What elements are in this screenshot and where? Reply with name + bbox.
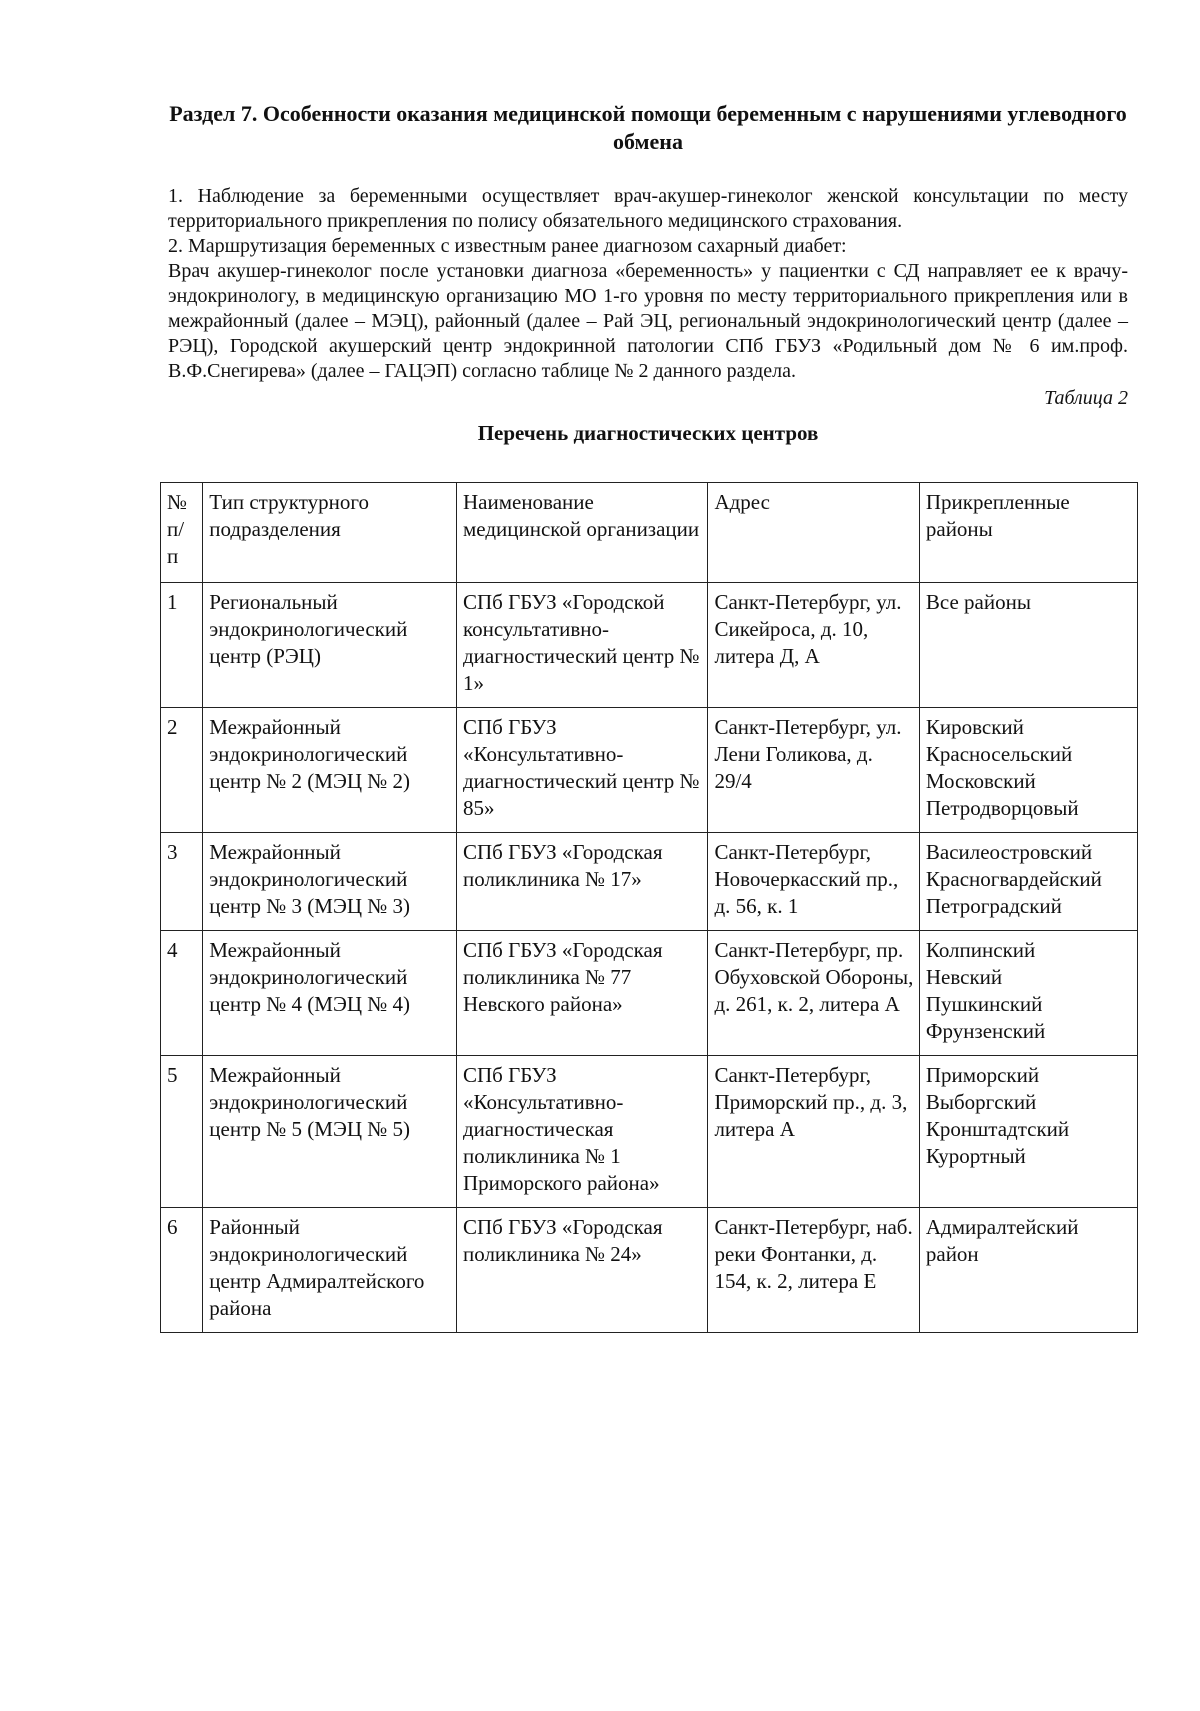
cell-number: 4 (161, 931, 203, 1056)
cell-address: Санкт-Петербург, ул. Сикейроса, д. 10, литера Д, А (708, 583, 919, 708)
cell-attached-districts: Колпинский Невский Пушкинский Фрунзенский (919, 931, 1137, 1056)
table-row (161, 833, 1138, 931)
cell-attached-districts: Кировский Красносельский Московский Петродворцовый (919, 708, 1137, 833)
header-unit-type: Тип структурного подразделения (203, 483, 457, 583)
cell-unit-type: Межрайонный эндокринологический центр № 3 (МЭЦ № 3) (203, 833, 457, 931)
table-row (161, 1056, 1138, 1208)
cell-address: Санкт-Петербург, пр. Обуховской Обороны, д. 261, к. 2, литера А (708, 931, 919, 1056)
cell-unit-type: Межрайонный эндокринологический центр № 4 (МЭЦ № 4) (203, 931, 457, 1056)
table-title: Перечень диагностических центров (477, 421, 819, 445)
table-header-row (161, 483, 1138, 583)
cell-unit-type: Районный эндокринологический центр Адмиралтейского района (203, 1208, 457, 1333)
cell-attached-districts: Все районы (919, 583, 1137, 708)
table-row (161, 1208, 1138, 1333)
cell-attached-districts: Адмиралтейский район (919, 1208, 1137, 1333)
cell-address: Санкт-Петербург, наб. реки Фонтанки, д. 154, к. 2, литера Е (708, 1208, 919, 1333)
cell-address: Санкт-Петербург, ул. Лени Голикова, д. 29/4 (708, 708, 919, 833)
cell-organization-name: СПб ГБУЗ «Городская поликлиника № 77 Невского района» (456, 931, 707, 1056)
cell-number: 3 (161, 833, 203, 931)
cell-number: 2 (161, 708, 203, 833)
table-row (161, 931, 1138, 1056)
cell-attached-districts: Василеостровский Красногвардейский Петроградский (919, 833, 1137, 931)
table-row (161, 708, 1138, 833)
cell-address: Санкт-Петербург, Новочеркасский пр., д. 56, к. 1 (708, 833, 919, 931)
paragraph-routing-heading: 2. Маршрутизация беременных с известным ранее диагнозом сахарный диабет: (168, 235, 847, 257)
cell-attached-districts: Приморский Выборгский Кронштадтский Курортный (919, 1056, 1137, 1208)
cell-organization-name: СПб ГБУЗ «Городская поликлиника № 17» (456, 833, 707, 931)
cell-organization-name: СПб ГБУЗ «Консультативно-диагностическая поликлиника № 1 Приморского района» (456, 1056, 707, 1208)
document-page (168, 100, 1128, 1333)
header-organization-name: Наименование медицинской организации (456, 483, 707, 583)
cell-organization-name: СПб ГБУЗ «Городской консультативно-диагностический центр № 1» (456, 583, 707, 708)
paragraph-routing-body: Врач акушер-гинеколог после установки диагноза «беременность» у пациентки с СД направляет ее к врачу-эндокринологу, в медицинскую организацию МО 1-го уровня по месту территориального прикрепления или в межрайонный (далее – МЭЦ), районный (далее – Рай ЭЦ, региональный эндокринологический центр (далее – РЭЦ), Городской акушерский центр эндокринной патологии СПб ГБУЗ «Родильный дом № 6 им.проф. В.Ф.Снегирева» (далее – ГАЦЭП) согласно таблице № 2 данного раздела. (168, 260, 1128, 382)
cell-address: Санкт-Петербург, Приморский пр., д. 3, литера А (708, 1056, 919, 1208)
paragraph-observation: 1. Наблюдение за беременными осуществляет врач-акушер-гинеколог женской консультации по месту территориального прикрепления по полису обязательного медицинского страхования. (168, 185, 1128, 232)
cell-number: 5 (161, 1056, 203, 1208)
cell-organization-name: СПб ГБУЗ «Городская поликлиника № 24» (456, 1208, 707, 1333)
header-number: № п/ п (161, 483, 203, 583)
table-row (161, 583, 1138, 708)
cell-number: 1 (161, 583, 203, 708)
cell-organization-name: СПб ГБУЗ «Консультативно-диагностический центр № 85» (456, 708, 707, 833)
cell-unit-type: Межрайонный эндокринологический центр № 2 (МЭЦ № 2) (203, 708, 457, 833)
cell-unit-type: Межрайонный эндокринологический центр № 5 (МЭЦ № 5) (203, 1056, 457, 1208)
header-attached-districts: Прикрепленные районы (919, 483, 1137, 583)
table-caption: Таблица 2 (1044, 387, 1128, 409)
header-address: Адрес (708, 483, 919, 583)
cell-number: 6 (161, 1208, 203, 1333)
cell-unit-type: Региональный эндокринологический центр (РЭЦ) (203, 583, 457, 708)
diagnostic-centers-table (160, 482, 1138, 1333)
section-title: Раздел 7. Особенности оказания медицинской помощи беременным с нарушениями углеводного обмена (169, 101, 1127, 154)
